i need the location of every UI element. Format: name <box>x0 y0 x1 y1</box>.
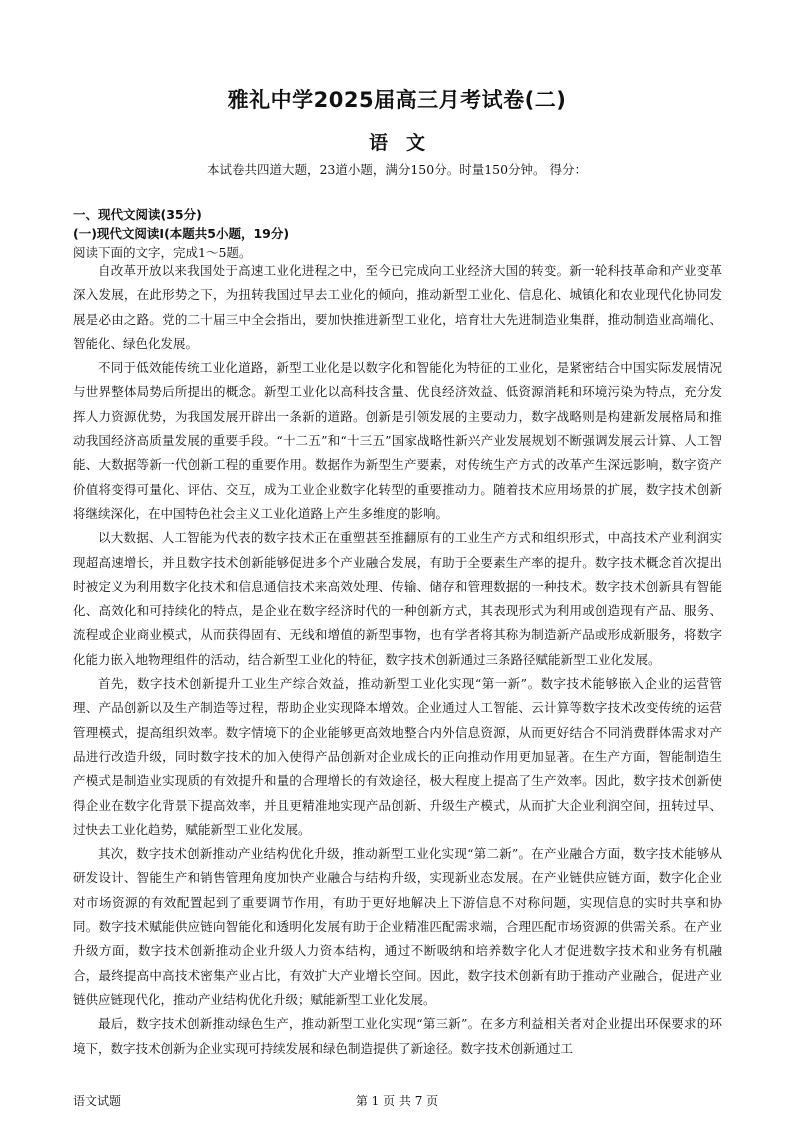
paragraph-1: 自改革开放以来我国处于高速工业化进程之中，至今已完成向工业经济大国的转变。新一轮科技革命和产业变革深入发展，在此形势之下，为扭转我国过早去工业化的倾向，推动新型工业化、信息化、城镇化和农业现代化协同发展是必由之路。党的二十届三中全会指出，要加快推进新型工业化，培育壮大先进制造业集群，推动制造业高端化、智能化、绿色化发展。 <box>73 263 722 351</box>
footer-subject: 语文试题 <box>73 1094 122 1108</box>
reading-instruction: 阅读下面的文字，完成1～5题。 <box>73 245 252 260</box>
exam-intro: 本试卷共四道大题，23道小题，满分150分。时量150分钟。 得分： <box>206 162 588 177</box>
subject-title: 语文 <box>368 132 443 154</box>
paragraph-2: 不同于低效能传统工业化道路，新型工业化是以数字化和智能化为特征的工业化，是紧密结合中国实际发展情况与世界整体局势后所提出的概念。新型工业化以高科技含量、优良经济效益、低资源消耗和环境污染为特点，充分发挥人力资源优势，为我国发展开辟出一条新的道路。创新是引领发展的主要动力，数字战略则是构建新发展格局和推动我国经济高质量发展的重要手段。“十二五”和“十三五”国家战略性新兴产业发展规划不断强调发展云计算、人工智能、大数据等新一代创新工程的重要作用。数据作为新型生产要素，对传统生产方式的改革产生深远影响，数字资产价值将变得可量化、评估、交互，成为工业企业数字化转型的重要推动力。随着技术应用场景的扩展，数字技术创新将继续深化，在中国特色社会主义工业化道路上产生多维度的影响。 <box>73 360 722 521</box>
paragraph-4: 首先，数字技术创新提升工业生产综合效益，推动新型工业化实现“第一新”。数字技术能够嵌入企业的运营管理、产品创新以及生产制造等过程，帮助企业实现降本增效。企业通过人工智能、云计算等数字技术改变传统的运营管理模式，提高组织效率。数字情境下的企业能够更高效地整合内外信息资源，从而更好结合不同消费群体需求对产品进行改造升级，同时数字技术的加入使得产品创新对企业成长的正向推动作用更加显著。在生产方面，智能制造生产模式是制造业实现质的有效提升和量的合理增长的有效途径，极大程度上提高了生产效率。因此，数字技术创新使得企业在数字化背景下提高效率，并且更精准地实现产品创新、升级生产模式，从而扩大企业利润空间，扭转过早、过快去工业化趋势，赋能新型工业化发展。 <box>73 676 722 837</box>
paragraph-5: 其次，数字技术创新推动产业结构优化升级，推动新型工业化实现“第二新”。在产业融合方面，数字技术能够从研发设计、智能生产和销售管理角度加快产业融合与结构升级，实现新业态发展。在产业链供应链方面，数字化企业对市场资源的有效配置起到了重要调节作用，有助于更好地解决上下游信息不对称问题，实现信息的实时共享和协同。数字技术赋能供应链向智能化和透明化发展有助于企业精准匹配需求端，合理匹配市场资源的供需关系。在产业升级方面，数字技术创新推动企业升级人力资本结构，通过不断吸纳和培养数字化人才促进数字技术和业务有机融合，最终提高中高技术密集产业占比，有效扩大产业增长空间。因此，数字技术创新有助于推动产业融合，促进产业链供应链现代化，推动产业结构优化升级；赋能新型工业化发展。 <box>73 846 722 1007</box>
subsection-heading: (一)现代文阅读Ⅰ(本题共5小题，19分) <box>73 226 290 241</box>
section-heading: 一、现代文阅读(35分) <box>73 207 202 222</box>
page-number: 第 1 页 共 7 页 <box>355 1094 439 1108</box>
exam-title: 雅礼中学2025届高三月考试卷(二) <box>227 88 567 112</box>
reading-passage <box>73 259 722 1061</box>
paragraph-3: 以大数据、人工智能为代表的数字技术正在重塑甚至推翻原有的工业生产方式和组织形式，中高技术产业利润实现超高速增长，并且数字技术创新能够促进多个产业融合发展，有助于全要素生产率的提升。数字技术概念首次提出时被定义为利用数字化技术和信息通信技术来高效处理、传输、储存和管理数据的一种技术。数字技术创新具有智能化、高效化和可持续化的特点，是企业在数字经济时代的一种创新方式，其表现形式为利用或创造现有产品、服务、流程或企业商业模式，从而获得固有、无线和增值的新型事物，也有学者将其称为制造新产品或形成新服务，将数字化能力嵌入地物理组件的活动，结合新型工业化的特征，数字技术创新通过三条路径赋能新型工业化发展。 <box>73 530 722 667</box>
paragraph-6: 最后，数字技术创新推动绿色生产，推动新型工业化实现“第三新”。在多方利益相关者对企业提出环保要求的环境下，数字技术创新为企业实现可持续发展和绿色制造提供了新途径。数字技术创新通过工 <box>73 1016 722 1056</box>
